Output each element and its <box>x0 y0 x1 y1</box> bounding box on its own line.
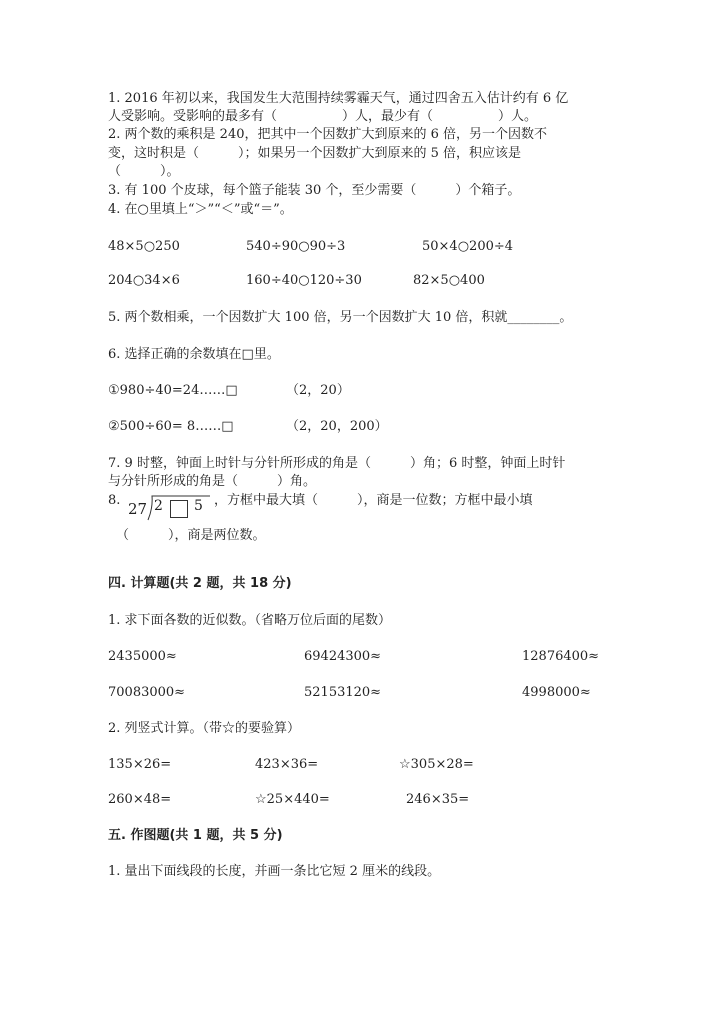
q4-r1-c1: 48×5○250 <box>108 239 180 254</box>
q4-r1-c2: 540÷90○90÷3 <box>246 239 346 254</box>
q4-title: 4. 在○里填上“＞”“＜”或“＝”。 <box>108 202 293 217</box>
section4-heading: 四. 计算题(共 2 题，共 18 分) <box>108 576 292 591</box>
s4-q1-r2-c1: 70083000≈ <box>108 685 186 700</box>
s4-q2-r2-c1: 260×48= <box>108 792 172 807</box>
q7-line1: 7. 9 时整，钟面上时针与分针所形成的角是（ ）角；6 时整，钟面上时针 <box>108 456 566 471</box>
s4-q2-r1-c3: ☆305×28= <box>399 757 474 772</box>
q5-text: 5. 两个数相乘，一个因数扩大 100 倍，另一个因数扩大 10 倍，积就________。 <box>108 310 573 325</box>
q8-number: 8. <box>108 493 121 508</box>
q3-text: 3. 有 100 个皮球，每个篮子能装 30 个，至少需要（ ）个箱子。 <box>108 183 521 198</box>
q2-line1: 2. 两个数的乘积是 240，把其中一个因数扩大到原来的 6 倍，另一个因数不 <box>108 127 548 142</box>
blank-square[interactable] <box>170 500 188 518</box>
s4-q2-r1-c1: 135×26= <box>108 757 172 772</box>
s4-q1-title: 1. 求下面各数的近似数。（省略万位后面的尾数） <box>108 613 392 628</box>
q4-r1-c3: 50×4○200÷4 <box>422 239 514 254</box>
q2-line3: （ ）。 <box>108 164 180 179</box>
q6-item1: ①980÷40=24……□ <box>108 383 238 398</box>
q1-line2: 人受影响。受影响的最多有（ ）人，最少有（ ）人。 <box>108 109 538 124</box>
q4-r2-c1: 204○34×6 <box>108 273 180 288</box>
q6-title: 6. 选择正确的余数填在□里。 <box>108 347 280 362</box>
q2-line2: 变，这时积是（ ）；如果另一个因数扩大到原来的 5 倍，积应该是 <box>108 146 522 161</box>
s4-q2-r1-c2: 423×36= <box>255 757 319 772</box>
q6-options2: （2，20，200） <box>286 419 388 434</box>
s4-q2-r2-c2: ☆25×440= <box>255 792 330 807</box>
dividend-digit-1: 2 <box>154 498 163 514</box>
s4-q1-r1-c1: 2435000≈ <box>108 649 177 664</box>
q7-line2: 与分针所形成的角是（ ）角。 <box>108 474 317 489</box>
divisor: 27 <box>128 500 148 518</box>
q6-options1: （2，20） <box>286 383 350 398</box>
s4-q2-r2-c3: 246×35= <box>406 792 470 807</box>
section5-heading: 五. 作图题(共 1 题，共 5 分) <box>108 828 283 843</box>
s4-q2-title: 2. 列竖式计算。（带☆的要验算） <box>108 721 301 736</box>
s4-q1-r2-c3: 4998000≈ <box>522 685 591 700</box>
s4-q1-r2-c2: 52153120≈ <box>304 685 382 700</box>
s4-q1-r1-c2: 69424300≈ <box>304 649 382 664</box>
q8-text1: ，方框中最大填（ ），商是一位数；方框中最小填 <box>214 493 533 508</box>
q1-line1: 1. 2016 年初以来，我国发生大范围持续雾霾天气，通过四舍五入估计约有 6 亿 <box>108 91 569 106</box>
q6-item2: ②500÷60= 8……□ <box>108 419 234 434</box>
s5-q1-text: 1. 量出下面线段的长度，并画一条比它短 2 厘米的线段。 <box>108 864 441 879</box>
dividend-digit-3: 5 <box>194 498 203 514</box>
q4-r2-c2: 160÷40○120÷30 <box>246 273 362 288</box>
q8-text2: （ ），商是两位数。 <box>116 528 266 543</box>
s4-q1-r1-c3: 12876400≈ <box>522 649 600 664</box>
q4-r2-c3: 82×5○400 <box>413 273 485 288</box>
